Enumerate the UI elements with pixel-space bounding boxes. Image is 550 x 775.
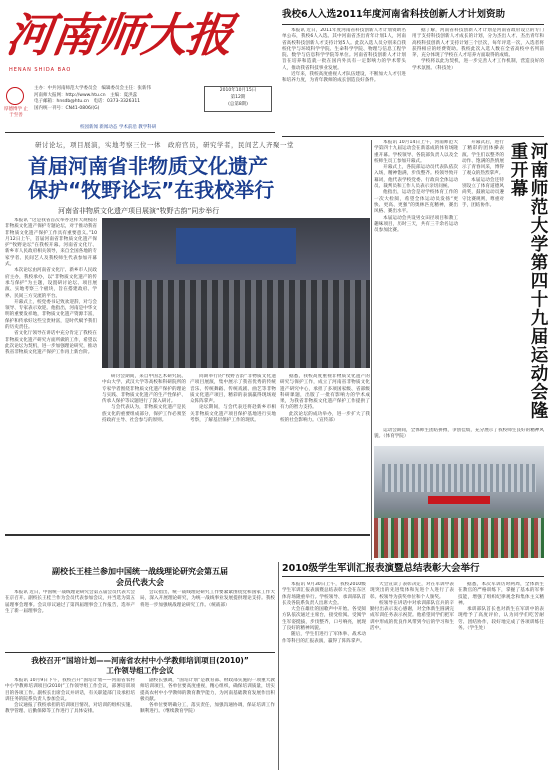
bottom-right-body-col2: 大会宣读了表彰决定，对在军训中表现突出的先进集体和先进个人进行了表彰。校领导为获奖单位和个人颁奖。 校领导在讲话中对承训部队官兵的辛勤付出表示衷心感谢，对全体新生圆满完成军训任务表示祝贺。他希望同学们把军训中形成的优良作风带到今后的学习和生活中。 — [370, 582, 454, 632]
university-logo-icon — [6, 87, 24, 105]
stadium-stands — [382, 464, 536, 492]
field-athletes — [374, 518, 544, 558]
lead-body-col4: 据悉，我校高度重视非物质文化遗产的研究与保护工作，成立了河南省非物质文化遗产研究中心，承担了多项国家级、省部级科研课题，出版了一批有影响力的学术成果，为我省非物质文化遗产保护工作提供了有力的智力支持。 此次论坛的成功举办，进一步扩大了我校的社会影响力。（宣传部） — [280, 374, 370, 424]
bottom-left-headline1b: 会员代表大会 — [116, 578, 164, 587]
website: 河南师大报网：http://www.htu.cn — [34, 92, 106, 98]
lead-headline-line2: 保护“牧野论坛”在我校举行 — [28, 178, 275, 202]
lead-body-col1: 本报讯 “这是我省首次举办这样大规模的非物质文化遗产保护专题论坛，对于推动我省非物质文化遗产保护工作具有重要意义。”10月12日上午，首届河南省非物质文化遗产保护“牧野论坛”在我校开幕。河南省文化厅、新乡市人民政府相关领导，来自全国各地的专家学者、民间艺人及我校师生代表参加开幕式。 本次论坛由河南省文化厅、新乡市人民政府主办，我校承办，以“非物质文化遗产的传承与保护”为主题，设置研讨论坛、项目展演、实地考察三个板块，旨在搭建政府、学界、民间三方交流的平台。 开幕式上，校党委书记致欢迎辞，对与会领导、专家表示欢迎。他指出，河南是中华文明的重要发祥地，非物质文化遗产资源丰富，保护和传承好这些宝贵财富，是时代赋予我们的历史责任。 省文化厅领导在讲话中充分肯定了我校在非物质文化遗产研究方面所做的工作，希望以此次论坛为契机，进一步加强理论研究，推动我省非物质文化遗产保护工作再上新台阶。 — [5, 218, 97, 356]
issue-date: 2010年10月15日 — [219, 88, 257, 93]
bottom-left-body1-col1: 本报讯 近日，中国统一战线理论研究会第五届会员代表大会在京召开。副校长王桂兰作为会员代表参加会议，并当选为第五届理事会理事。会议审议通过了第四届理事会工作报告，选举产生了新一届理事会。 — [5, 590, 135, 614]
top-right-body-col2: 据了解，河南省科技创新人才计划是河南省政府设立的专门用于支持科技创新人才成长的计划，分为杰出人才、杰出青年和高校科技创新人才支持计划三个层次，每年评选一次，入选者将获得相应的经费资助。我校此次入选人数在全省高校中名列前茅，充分体现了学校在人才培养方面取得的成绩。 学校将以此为契机，进一步完善人才工作机制，营造良好的学术氛围。（科技处） — [412, 28, 544, 71]
newspaper-pinyin: HENAN SHIDA BAO — [9, 67, 72, 73]
lead-body-col2: 研讨会期间，来自中国艺术研究院、中山大学、武汉大学等高校和科研院所的专家学者围绕非物质文化遗产保护的理论与实践、非物质文化遗产的生产性保护、传承人保护等议题进行了深入研讨。 与会代表认为，非物质文化遗产是民族文化的重要组成部分，保护工作必须坚持政府主导、社会参与的原则。 — [102, 374, 186, 424]
bottom-left-headline2: 我校召开“国培计划——河南省农村中小学教师培训项目(2010)” — [31, 656, 249, 665]
column-rule — [371, 140, 372, 560]
bottom-right-headline: 2010级学生军训汇报表演暨总结表彰大会举行 — [282, 563, 480, 574]
lead-photo — [102, 218, 370, 368]
bottom-column-rule — [278, 562, 279, 770]
audience — [102, 280, 370, 368]
side-headline-text: 河南师范大学第四十九届运动会隆重开幕 — [508, 142, 548, 420]
masthead — [3, 5, 236, 85]
bottom-left-body2-col1: 本报讯 10月9日下午，我校召开“国培计划——河南省农村中小学教师培训项目(2010)”工作领导组工作会议，部署培训项目的各项工作。副校长出席会议并讲话，有关职能部门及承担培训任务的院系负责人参加会议。 会议通报了我校承担的培训项目情况，对培训的组织实施、教学管理、后勤保障等工作进行了具体安排。 — [5, 678, 135, 715]
lead-body-col3: 同期举行的“牧野古韵”非物质文化遗产项目展演，集中展示了我省优秀的传统音乐、传统舞蹈、传统戏剧、曲艺等非物质文化遗产项目，精彩的表演赢得现场观众阵阵掌声。 论坛期间，与会代表还将赴新乡市相关非物质文化遗产项目保护基地进行实地考察，了解基层保护工作的现状。 — [190, 374, 276, 424]
publisher: 主办：中共河南师范大学委员会 — [34, 86, 97, 91]
bottom-right-header — [282, 562, 544, 577]
cn-code: 国内统一刊号：CN41-0806/(G) — [34, 105, 100, 111]
email: 电子邮箱：hnsdb@htu.cn — [34, 99, 89, 104]
bottom-left-header2 — [5, 656, 275, 676]
chief-editor: 编辑委员会主任：张新伟 — [101, 86, 151, 91]
issue-number: 第12期 — [230, 95, 246, 100]
bottom-right-body-col3: 据悉，本次军训历时两周，全体新生在教官的严格训练下，掌握了基本的军事技能，增强了组织纪律观念和集体主义精神。 承训部队首长也对新生在军训中的表现给予了高度评价，认为同学们吃苦耐劳、团结协作，较好地完成了各项训练任务。（学生处） — [458, 582, 544, 632]
bottom-left-headline2b: 工作领导组工作会议 — [106, 666, 174, 675]
bottom-left-divider — [5, 652, 275, 653]
stadium-banner — [428, 496, 490, 504]
lead-headline-line1: 首届河南省非物质文化遗产 — [28, 154, 268, 178]
top-right-body-col1: 本报讯 近日，2011年度河南省科技创新人才计划资助名单公布，我校6人入选。其中河南省杰出青年计划1人，河南省高校科技创新人才支持计划5人。此次入选人员分别来自我校化学与环境科学学院、生命科学学院、物理与信息工程学院、数学与信息科学学院等单位。河南省科技创新人才计划旨在培养和造就一批在国内外具有一定影响力的学术带头人，推动我省科技事业发展。 近年来，我校高度重视人才队伍建设，不断加大人才引进和培养力度，为青年教师的成长创造良好条件。 — [282, 28, 406, 84]
lead-headline — [28, 154, 364, 202]
stage-banner — [176, 228, 296, 264]
top-right-headline: 我校6人入选2011年度河南省科技创新人才计划资助 — [282, 9, 506, 20]
motto: 厚德博学 止于至善 — [4, 107, 28, 118]
masthead-divider — [5, 132, 275, 133]
top-right-divider — [282, 136, 544, 137]
total-issue: (总第8期) — [228, 102, 248, 107]
phone: 电话：0373-3326311 — [93, 99, 141, 104]
bottom-left-headline1: 副校长王桂兰参加中国统一战线理论研究会第五届 — [52, 567, 228, 576]
sports-photo — [374, 446, 544, 558]
lead-subhead: 河南省非物质文化遗产项目展演“牧野古韵”同步举行 — [58, 207, 220, 215]
bottom-left-header1 — [5, 566, 275, 588]
middle-col1: 本报讯 10月14日上午，河南师范大学第四十九届运动会在新落成的体育场隆重开幕。学校领导、各院部负责人以及全校师生员工参加开幕式。 开幕式上，各院部运动员代表队依次入场，精神饱满，步伐整齐。校领导致开幕词，他代表学校党委、行政向全体运动员、裁判员和工作人员表示亲切问候。 他指出，运动会是对学校体育工作的一次大检阅，希望全体运动员发扬“更快、更高、更强”的奥林匹克精神，赛出风格、赛出水平。 本届运动会共设男女田径项目和教工趣味项目，历时三天，共有三千余名运动员参加比赛。 — [374, 140, 458, 234]
section-bar: 校园新闻 新闻动态 学术前沿 教学科研 — [80, 125, 157, 130]
middle-col2: 开幕式后，进行了精彩的团体操表演。学生们以整齐的动作、饱满的热情展示了青春风采，博得了观众的热烈掌声。 本届运动会还特别设立了体育道德风尚奖，鼓励运动员遵守比赛规则，尊重对手，团结协作。 — [462, 140, 504, 208]
top-right-header — [282, 8, 544, 25]
issue-box — [204, 86, 272, 112]
bottom-right-body-col1: 本报讯 9月30日上午，我校2010级学生军训汇报表演暨总结表彰大会在东区体育场隆重举行。学校领导、承训部队首长及各院系负责人出席大会。 大会在雄壮的国歌声中开始。各受阅方队依次通过主席台，接受检阅。受阅学生军姿挺拔，步伐整齐，口号响亮，展现了良好的精神风貌。 随后，学生们进行了军体拳、战术动作等科目的汇报表演，赢得了阵阵掌声。 — [282, 582, 366, 644]
bottom-left-body2-col2: 副校长强调，“国培计划”是教育部、财政部实施的一项重大教师培训项目，各单位要高度重视，精心组织，确保培训质量，切实提高农村中小学教师的教育教学能力，为河南基础教育发展作出积极贡献。 各单位要明确分工，落实责任，加强沟通协调，保证培训工作顺利进行。（继续教育学院） — [140, 678, 275, 715]
section-divider — [5, 534, 370, 536]
middle-footnote: 运动会期间，全体师生团结拼搏，争创佳绩，充分展示了我校师生良好的精神风貌。（体育学院） — [374, 428, 544, 440]
editor-in-charge: 主编：夏洪蕊 — [110, 92, 138, 98]
publication-info — [34, 86, 174, 112]
bottom-left-body1-col2: 会议指出，统一战线理论研究工作要紧紧围绕党和国家工作大局，深入开展理论研究，为统一战线事业发展提供理论支持。我校将进一步加强统战理论研究工作。（统战部） — [140, 590, 275, 608]
newspaper-title: 河南师大报 — [3, 8, 236, 62]
lead-kicker: 研讨论坛，项目展演，实地考察三位一体 政府官员，研究学者，民间艺人齐聚一堂 — [35, 141, 294, 149]
side-headline — [508, 142, 548, 426]
